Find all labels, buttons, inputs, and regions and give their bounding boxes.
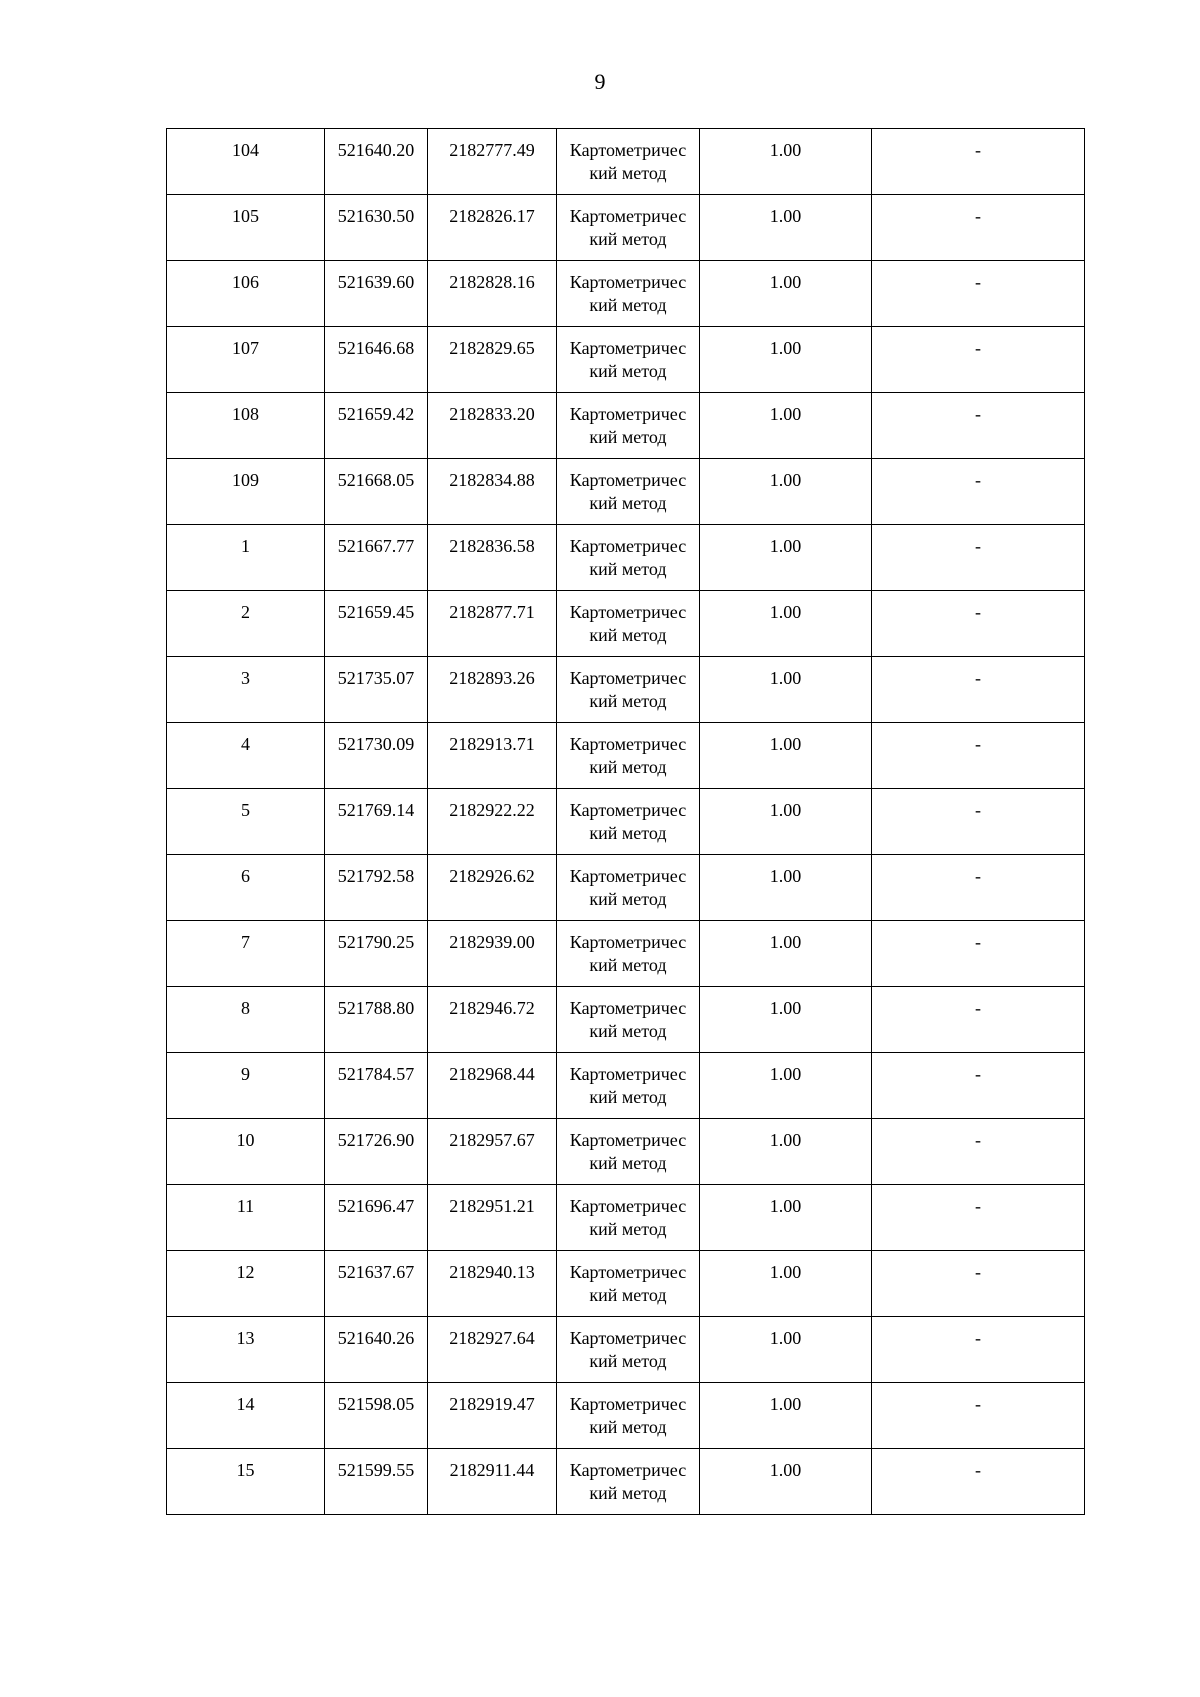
point-number-cell: 5 (167, 789, 325, 855)
method-cell (557, 1119, 700, 1185)
method-line-2: кий метод (589, 1021, 667, 1041)
method-line-2: кий метод (589, 361, 667, 381)
method-line-2: кий метод (589, 1351, 667, 1371)
point-number-cell: 11 (167, 1185, 325, 1251)
x-coordinate-cell: 521599.55 (325, 1449, 428, 1515)
accuracy-cell: 1.00 (700, 789, 872, 855)
y-coordinate-cell: 2182911.44 (428, 1449, 557, 1515)
x-coordinate-cell: 521788.80 (325, 987, 428, 1053)
method-line-2: кий метод (589, 1087, 667, 1107)
point-number-cell: 3 (167, 657, 325, 723)
method-line-1: Картометричес (569, 140, 687, 160)
method-line-2: кий метод (589, 427, 667, 447)
method-line-2: кий метод (589, 295, 667, 315)
accuracy-cell: 1.00 (700, 261, 872, 327)
accuracy-cell: 1.00 (700, 657, 872, 723)
method-cell (557, 591, 700, 657)
y-coordinate-cell: 2182957.67 (428, 1119, 557, 1185)
method-cell (557, 195, 700, 261)
note-cell: - (872, 393, 1085, 459)
accuracy-cell: 1.00 (700, 195, 872, 261)
method-line-1: Картометричес (569, 272, 687, 292)
note-cell: - (872, 1053, 1085, 1119)
accuracy-cell: 1.00 (700, 327, 872, 393)
x-coordinate-cell: 521637.67 (325, 1251, 428, 1317)
table-row (167, 1383, 1085, 1449)
point-number-cell: 7 (167, 921, 325, 987)
point-number-cell: 109 (167, 459, 325, 525)
table-row (167, 261, 1085, 327)
point-number-cell: 10 (167, 1119, 325, 1185)
point-number-cell: 14 (167, 1383, 325, 1449)
y-coordinate-cell: 2182919.47 (428, 1383, 557, 1449)
note-cell: - (872, 591, 1085, 657)
method-line-2: кий метод (589, 163, 667, 183)
note-cell: - (872, 1383, 1085, 1449)
table-row (167, 327, 1085, 393)
method-cell (557, 921, 700, 987)
point-number-cell: 8 (167, 987, 325, 1053)
table-row (167, 723, 1085, 789)
y-coordinate-cell: 2182926.62 (428, 855, 557, 921)
note-cell: - (872, 723, 1085, 789)
method-line-1: Картометричес (569, 1394, 687, 1414)
y-coordinate-cell: 2182828.16 (428, 261, 557, 327)
accuracy-cell: 1.00 (700, 723, 872, 789)
method-cell (557, 1251, 700, 1317)
method-cell (557, 459, 700, 525)
method-line-2: кий метод (589, 757, 667, 777)
y-coordinate-cell: 2182893.26 (428, 657, 557, 723)
accuracy-cell: 1.00 (700, 1251, 872, 1317)
table-row (167, 591, 1085, 657)
x-coordinate-cell: 521784.57 (325, 1053, 428, 1119)
x-coordinate-cell: 521668.05 (325, 459, 428, 525)
method-cell (557, 393, 700, 459)
table-row (167, 525, 1085, 591)
x-coordinate-cell: 521790.25 (325, 921, 428, 987)
accuracy-cell: 1.00 (700, 921, 872, 987)
method-line-1: Картометричес (569, 998, 687, 1018)
method-line-2: кий метод (589, 823, 667, 843)
table-row (167, 1053, 1085, 1119)
method-line-2: кий метод (589, 691, 667, 711)
method-cell (557, 1449, 700, 1515)
table-row (167, 657, 1085, 723)
method-line-2: кий метод (589, 559, 667, 579)
note-cell: - (872, 657, 1085, 723)
method-line-2: кий метод (589, 955, 667, 975)
note-cell: - (872, 1119, 1085, 1185)
y-coordinate-cell: 2182927.64 (428, 1317, 557, 1383)
note-cell: - (872, 525, 1085, 591)
point-number-cell: 6 (167, 855, 325, 921)
x-coordinate-cell: 521630.50 (325, 195, 428, 261)
method-cell (557, 987, 700, 1053)
accuracy-cell: 1.00 (700, 591, 872, 657)
point-number-cell: 108 (167, 393, 325, 459)
accuracy-cell: 1.00 (700, 1449, 872, 1515)
y-coordinate-cell: 2182922.22 (428, 789, 557, 855)
table-row (167, 987, 1085, 1053)
method-line-1: Картометричес (569, 734, 687, 754)
y-coordinate-cell: 2182968.44 (428, 1053, 557, 1119)
table-row (167, 129, 1085, 195)
accuracy-cell: 1.00 (700, 1185, 872, 1251)
note-cell: - (872, 1449, 1085, 1515)
table-row (167, 459, 1085, 525)
point-number-cell: 2 (167, 591, 325, 657)
page-number: 9 (594, 69, 606, 94)
method-line-1: Картометричес (569, 206, 687, 226)
y-coordinate-cell: 2182913.71 (428, 723, 557, 789)
method-cell (557, 1053, 700, 1119)
y-coordinate-cell: 2182836.58 (428, 525, 557, 591)
coordinates-table (166, 128, 1085, 1515)
x-coordinate-cell: 521696.47 (325, 1185, 428, 1251)
table-row (167, 921, 1085, 987)
x-coordinate-cell: 521769.14 (325, 789, 428, 855)
accuracy-cell: 1.00 (700, 393, 872, 459)
table-row (167, 1251, 1085, 1317)
method-line-2: кий метод (589, 229, 667, 249)
method-line-2: кий метод (589, 493, 667, 513)
point-number-cell: 13 (167, 1317, 325, 1383)
accuracy-cell: 1.00 (700, 1053, 872, 1119)
method-line-2: кий метод (589, 1417, 667, 1437)
accuracy-cell: 1.00 (700, 1119, 872, 1185)
method-cell (557, 723, 700, 789)
method-cell (557, 129, 700, 195)
note-cell: - (872, 1251, 1085, 1317)
table-row (167, 393, 1085, 459)
y-coordinate-cell: 2182833.20 (428, 393, 557, 459)
method-line-1: Картометричес (569, 1130, 687, 1150)
method-cell (557, 1383, 700, 1449)
method-line-1: Картометричес (569, 470, 687, 490)
x-coordinate-cell: 521659.42 (325, 393, 428, 459)
table-row (167, 1317, 1085, 1383)
note-cell: - (872, 1185, 1085, 1251)
note-cell: - (872, 789, 1085, 855)
accuracy-cell: 1.00 (700, 987, 872, 1053)
note-cell: - (872, 987, 1085, 1053)
point-number-cell: 12 (167, 1251, 325, 1317)
method-line-2: кий метод (589, 1483, 667, 1503)
accuracy-cell: 1.00 (700, 459, 872, 525)
x-coordinate-cell: 521640.26 (325, 1317, 428, 1383)
point-number-cell: 106 (167, 261, 325, 327)
y-coordinate-cell: 2182834.88 (428, 459, 557, 525)
table-row (167, 855, 1085, 921)
note-cell: - (872, 459, 1085, 525)
y-coordinate-cell: 2182940.13 (428, 1251, 557, 1317)
y-coordinate-cell: 2182939.00 (428, 921, 557, 987)
method-line-1: Картометричес (569, 338, 687, 358)
x-coordinate-cell: 521598.05 (325, 1383, 428, 1449)
note-cell: - (872, 855, 1085, 921)
x-coordinate-cell: 521667.77 (325, 525, 428, 591)
method-cell (557, 657, 700, 723)
accuracy-cell: 1.00 (700, 1383, 872, 1449)
method-cell (557, 525, 700, 591)
method-line-1: Картометричес (569, 1328, 687, 1348)
method-line-1: Картометричес (569, 668, 687, 688)
table-row (167, 1119, 1085, 1185)
method-cell (557, 1185, 700, 1251)
method-line-2: кий метод (589, 1153, 667, 1173)
note-cell: - (872, 327, 1085, 393)
point-number-cell: 9 (167, 1053, 325, 1119)
method-line-1: Картометричес (569, 1064, 687, 1084)
note-cell: - (872, 1317, 1085, 1383)
note-cell: - (872, 261, 1085, 327)
method-line-1: Картометричес (569, 602, 687, 622)
method-cell (557, 855, 700, 921)
x-coordinate-cell: 521735.07 (325, 657, 428, 723)
point-number-cell: 105 (167, 195, 325, 261)
method-cell (557, 327, 700, 393)
y-coordinate-cell: 2182777.49 (428, 129, 557, 195)
point-number-cell: 104 (167, 129, 325, 195)
method-line-1: Картометричес (569, 866, 687, 886)
method-line-1: Картометричес (569, 932, 687, 952)
accuracy-cell: 1.00 (700, 855, 872, 921)
table-row (167, 1185, 1085, 1251)
method-cell (557, 1317, 700, 1383)
y-coordinate-cell: 2182826.17 (428, 195, 557, 261)
y-coordinate-cell: 2182951.21 (428, 1185, 557, 1251)
method-line-1: Картометричес (569, 536, 687, 556)
y-coordinate-cell: 2182946.72 (428, 987, 557, 1053)
x-coordinate-cell: 521640.20 (325, 129, 428, 195)
method-line-1: Картометричес (569, 404, 687, 424)
table-row (167, 195, 1085, 261)
x-coordinate-cell: 521646.68 (325, 327, 428, 393)
method-line-2: кий метод (589, 1285, 667, 1305)
method-line-2: кий метод (589, 889, 667, 909)
x-coordinate-cell: 521726.90 (325, 1119, 428, 1185)
x-coordinate-cell: 521792.58 (325, 855, 428, 921)
point-number-cell: 15 (167, 1449, 325, 1515)
note-cell: - (872, 195, 1085, 261)
note-cell: - (872, 129, 1085, 195)
method-line-1: Картометричес (569, 1460, 687, 1480)
table-body (167, 129, 1085, 1515)
method-cell (557, 261, 700, 327)
point-number-cell: 4 (167, 723, 325, 789)
table-row (167, 789, 1085, 855)
accuracy-cell: 1.00 (700, 1317, 872, 1383)
table-row (167, 1449, 1085, 1515)
method-line-1: Картометричес (569, 1262, 687, 1282)
method-cell (557, 789, 700, 855)
method-line-2: кий метод (589, 625, 667, 645)
y-coordinate-cell: 2182829.65 (428, 327, 557, 393)
method-line-1: Картометричес (569, 800, 687, 820)
y-coordinate-cell: 2182877.71 (428, 591, 557, 657)
method-line-1: Картометричес (569, 1196, 687, 1216)
point-number-cell: 1 (167, 525, 325, 591)
point-number-cell: 107 (167, 327, 325, 393)
x-coordinate-cell: 521730.09 (325, 723, 428, 789)
method-line-2: кий метод (589, 1219, 667, 1239)
accuracy-cell: 1.00 (700, 129, 872, 195)
accuracy-cell: 1.00 (700, 525, 872, 591)
x-coordinate-cell: 521659.45 (325, 591, 428, 657)
note-cell: - (872, 921, 1085, 987)
x-coordinate-cell: 521639.60 (325, 261, 428, 327)
